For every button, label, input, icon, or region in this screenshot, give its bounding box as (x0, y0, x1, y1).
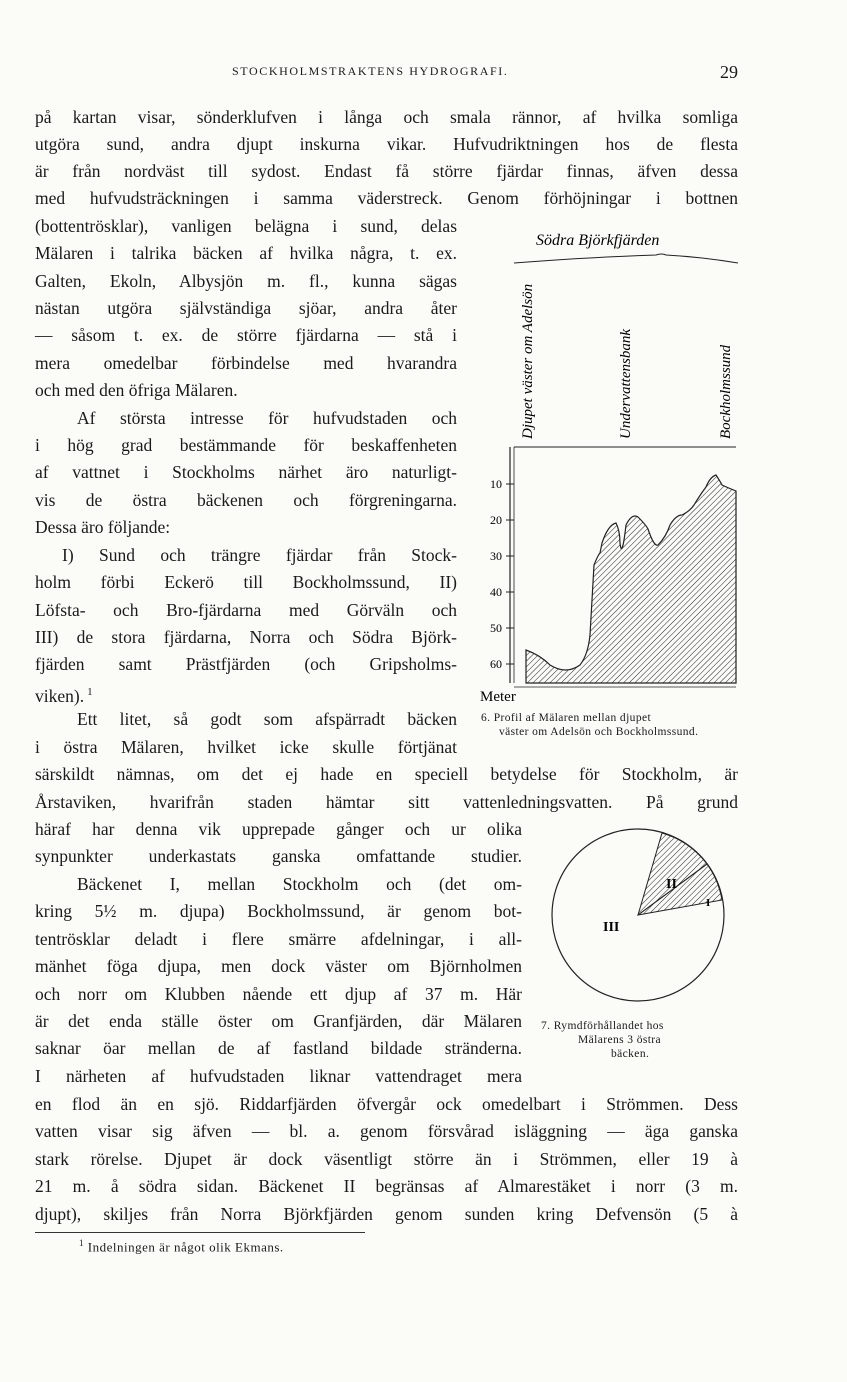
page-number: 29 (720, 62, 738, 82)
label-basin-III: III (603, 920, 620, 935)
unit-label: Meter (480, 689, 516, 705)
body-line: mera omedelbar förbindelse med hvarandra (35, 353, 457, 373)
body-line: vis de östra bäckenen och förgreningarna. (35, 490, 457, 510)
footnote (79, 1238, 284, 1255)
body-line: tentrösklar deladt i flere smärre afdelningar, i all- (35, 929, 522, 949)
body-line: holm förbi Eckerö till Bockholmssund, II) (35, 572, 457, 592)
body-line: synpunkter underkastats ganska omfattande studier. (35, 846, 522, 866)
body-line: fjärden samt Prästfjärden (och Gripsholms- (35, 654, 457, 674)
label-basin-I: I (706, 897, 711, 909)
body-line: utgöra sund, andra djupt inskurna vikar. Hufvudriktningen hos de flesta (35, 134, 738, 154)
body-line: af vattnet i Stockholms närhet äro naturligt- (35, 462, 457, 482)
body-line: saknar öar mellan de af fastland bildade stränderna. (35, 1038, 522, 1058)
body-line: Årstaviken, hvarifrån staden hämtar sitt vattenledningsvatten. På grund (35, 792, 738, 812)
figure-7-caption-line3: bäcken. (611, 1048, 650, 1060)
column-label-adelson: Djupet väster om Adelsön (520, 283, 536, 439)
body-line: 21 m. å södra sidan. Bäckenet II begränsas af Almarestäket i norr (3 m. (35, 1176, 738, 1196)
column-label-bockholmssund: Bockholmssund (718, 344, 734, 439)
body-line: — såsom t. ex. de större fjärdarna — stå i (35, 325, 457, 345)
lake-bottom-profile (526, 475, 736, 683)
brace-line (514, 254, 738, 263)
figure-7-pie (548, 828, 728, 1008)
running-title: STOCKHOLMSTRAKTENS HYDROGRAFI. (232, 64, 509, 78)
body-line: Af största intresse för hufvudstaden och (77, 408, 457, 428)
depth-tick-label: 10 (490, 477, 502, 491)
body-line: Löfsta- och Bro-fjärdarna med Görväln och (35, 600, 457, 620)
body-line: djupt), skiljes från Norra Björkfjärden genom sunden kring Defvensön (5 à (35, 1204, 738, 1224)
depth-tick-label: 50 (490, 621, 502, 635)
body-line: är från nordväst till sydost. Endast få större fjärdar finnas, äfven dessa (35, 161, 738, 181)
figure-6-profile (470, 225, 750, 705)
depth-tick-label: 20 (490, 513, 502, 527)
body-line: (bottentrösklar), vanligen belägna i sund, delas (35, 216, 457, 236)
body-line: I) Sund och trängre fjärdar från Stock- (62, 545, 457, 565)
depth-tick-label: 60 (490, 657, 502, 671)
body-line: och norr om Klubben nående ett djup af 37 m. Här (35, 984, 522, 1004)
body-line: häraf har denna vik upprepade gånger och ur olika (35, 819, 522, 839)
body-line: kring 5½ m. djupa) Bockholmssund, är genom bot- (35, 901, 522, 921)
body-line: III) de stora fjärdarna, Norra och Södra Björk- (35, 627, 457, 647)
figure-6-caption-line2: väster om Adelsön och Bockholmssund. (499, 726, 699, 738)
footnote-rule (35, 1232, 365, 1233)
body-line: Mälaren i talrika bäcken af hvilka några, t. ex. (35, 243, 457, 263)
body-line: I närheten af hufvudstaden liknar vattendraget mera (35, 1066, 522, 1086)
figure-6-caption-line1: 6. Profil af Mälaren mellan djupet (481, 712, 652, 724)
body-line: nästan utgöra självständiga sjöar, andra åter (35, 298, 457, 318)
body-line: särskildt nämnas, om det ej hade en speciell betydelse för Stockholm, är (35, 764, 738, 784)
body-line: Dessa äro följande: (35, 517, 171, 537)
column-label-bank: Undervattensbank (618, 329, 634, 439)
body-line: en flod än en sjö. Riddarfjärden öfvergår ock omedelbart i Strömmen. Dess (35, 1094, 738, 1114)
body-line: och med den öfriga Mälaren. (35, 380, 238, 400)
body-line: mänhet föga djupa, men dock väster om Björnholmen (35, 956, 522, 976)
body-line: i östra Mälaren, hvilket icke skulle förtjänat (35, 737, 457, 757)
depth-tick-label: 40 (490, 585, 502, 599)
body-line-text: viken). (35, 685, 85, 706)
body-line: Galten, Ekoln, Albysjön m. fl., kunna sägas (35, 271, 457, 291)
label-basin-II: II (666, 877, 677, 892)
figure-7-caption-line2: Mälarens 3 östra (578, 1034, 662, 1046)
depth-tick-label: 30 (490, 549, 502, 563)
body-line: är det enda ställe öster om Granfjärden, där Mälaren (35, 1011, 522, 1031)
body-line: i hög grad bestämmande för beskaffenheten (35, 435, 457, 455)
body-line: på kartan visar, sönderklufven i långa och smala rännor, af hvilka somliga (35, 107, 738, 127)
body-line: stark rörelse. Djupet är dock väsentligt större än i Strömmen, eller 19 à (35, 1149, 738, 1169)
footnote-text: Indelningen är något olik Ekmans. (87, 1239, 284, 1255)
footnote-ref[interactable]: 1 (87, 686, 93, 698)
figure-7-caption-line1: 7. Rymdförhållandet hos (541, 1020, 664, 1032)
body-line: vatten visar sig äfven — bl. a. genom försvårad isläggning — äga ganska (35, 1121, 738, 1141)
body-line: Ett litet, så godt som afspärradt bäcken (77, 709, 457, 729)
body-line: med hufvudsträckningen i samma väderstreck. Genom förhöjningar i bottnen (35, 188, 738, 208)
footnote-marker: 1 (79, 1238, 84, 1248)
body-line: Bäckenet I, mellan Stockholm och (det om- (77, 874, 522, 894)
figure-6-title: Södra Björkfjärden (536, 232, 660, 249)
